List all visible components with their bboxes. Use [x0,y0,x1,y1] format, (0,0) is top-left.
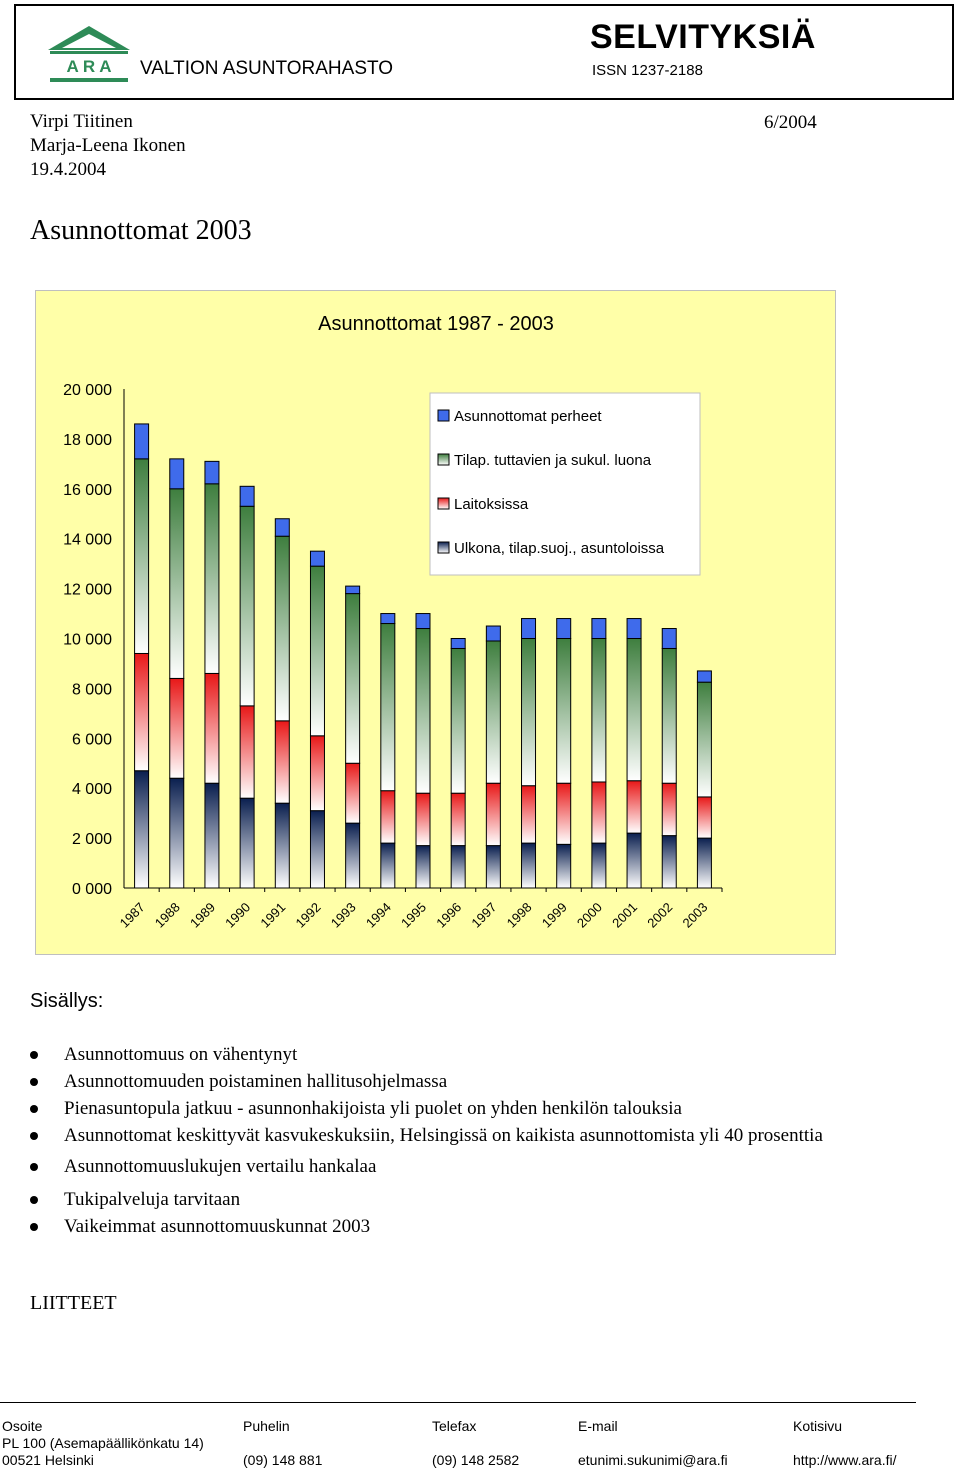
chart-title: Asunnottomat 1987 - 2003 [318,313,554,335]
list-item: Tukipalveluja tarvitaan [30,1186,950,1213]
bar-segment [592,639,606,782]
legend-swatch [438,454,449,465]
logo-text: A R A [66,57,112,76]
bar-segment [135,424,149,459]
chart-area [35,290,836,955]
report-header [14,4,954,100]
footer-address [2,1418,204,1469]
legend-label: Tilap. tuttavien ja sukul. luona [454,452,652,469]
bar-segment [486,783,500,845]
web-link[interactable]: http://www.ara.fi/ [793,1452,897,1468]
bar-segment [135,771,149,888]
bullet-icon [30,1078,38,1086]
contents-heading: Sisällys: [30,990,104,1012]
address-line-2: 00521 Helsinki [2,1452,94,1468]
bar-segment [240,706,254,798]
y-tick-label: 8 000 [71,681,112,699]
bar-segment [240,798,254,888]
bar-segment [275,519,289,536]
bar-segment [240,506,254,706]
bar-segment [662,629,676,649]
y-tick-label: 0 000 [71,881,112,898]
web-label: Kotisivu [793,1418,843,1434]
x-tick-label: 1998 [503,899,535,931]
footer-web [793,1418,896,1469]
bar-segment [381,624,395,791]
document-title: Asunnottomat 2003 [30,215,252,246]
footer-divider [0,1402,916,1403]
bar-segment [346,586,360,593]
bar-segment [451,846,465,888]
fax-number: (09) 148 2582 [432,1452,520,1468]
bar-segment [522,639,536,786]
bar-segment [522,786,536,843]
bar-segment [451,648,465,793]
bar-segment [310,566,324,736]
bar-segment [416,614,430,629]
bar-segment [592,782,606,843]
bar-segment [275,536,289,721]
email-address[interactable]: etunimi.sukunimi@ara.fi [578,1452,728,1468]
x-tick-label: 1991 [257,899,289,931]
list-item: Asunnottomuus on vähentynyt [30,1041,950,1068]
contents-list [30,1041,950,1240]
list-item: Pienasuntopula jatkuu - asunnonhakijoista yli puolet on yhden henkilön talouksia [30,1095,950,1122]
bar-segment [627,781,641,833]
bar-segment [557,619,571,639]
bar-segment [486,846,500,888]
legend-label: Asunnottomat perheet [454,408,602,425]
y-tick-label: 4 000 [71,781,112,799]
x-tick-label: 1994 [362,899,394,931]
bar-segment [697,671,711,682]
bar-segment [697,838,711,888]
x-tick-label: 2000 [573,899,606,931]
list-item: Asunnottomuuden poistaminen hallitusohjelmassa [30,1068,950,1095]
bar-segment [135,459,149,654]
bar-segment [381,843,395,888]
ara-logo [46,24,132,86]
bar-segment [205,484,219,674]
address-line-1: PL 100 (Asemapäällikönkatu 14) [2,1435,204,1451]
bar-segment [346,763,360,823]
bar-segment [486,626,500,641]
bar-segment [627,639,641,781]
bar-segment [557,844,571,888]
bar-segment [275,721,289,803]
list-item: Vaikeimmat asunnottomuuskunnat 2003 [30,1213,950,1240]
footer-fax [432,1418,519,1469]
bar-segment [522,843,536,888]
bullet-icon [30,1196,38,1204]
publication-date: 19.4.2004 [30,159,106,180]
bar-segment [592,619,606,639]
bullet-icon [30,1105,38,1113]
author-2: Marja-Leena Ikonen [30,135,186,156]
bar-segment [522,619,536,639]
phone-label: Puhelin [243,1418,290,1434]
x-tick-label: 1996 [433,899,465,931]
bullet-icon [30,1223,38,1231]
bar-segment [135,653,149,770]
agency-name: VALTION ASUNTORAHASTO [140,58,394,79]
x-tick-label: 2002 [644,899,676,931]
x-tick-label: 1999 [538,899,570,931]
bar-segment [381,791,395,843]
fax-label: Telefax [432,1418,477,1434]
bar-segment [170,489,184,679]
bar-segment [170,459,184,489]
x-tick-label: 1987 [116,899,148,931]
bar-segment [451,793,465,845]
bar-segment [240,486,254,506]
bar-segment [557,783,571,844]
bullet-icon [30,1051,38,1059]
footer-email [578,1418,728,1469]
stacked-bar-chart [36,291,837,956]
appendices-heading: LIITTEET [30,1292,117,1314]
bar-segment [697,797,711,838]
x-tick-label: 1993 [327,899,359,931]
y-tick-label: 16 000 [63,481,112,499]
legend-label: Laitoksissa [454,496,529,513]
phone-number: (09) 148 881 [243,1452,323,1468]
series-title: SELVITYKSIÄ [590,18,816,56]
bar-segment [662,648,676,783]
email-label: E-mail [578,1418,618,1434]
address-label: Osoite [2,1418,43,1434]
bar-segment [416,793,430,845]
bar-segment [170,678,184,778]
footer-phone [243,1418,322,1469]
bar-segment [662,783,676,835]
legend-swatch [438,542,449,553]
x-tick-label: 1995 [398,899,430,931]
x-tick-label: 1992 [292,899,324,931]
y-tick-label: 10 000 [63,631,112,649]
x-tick-label: 2003 [679,899,711,931]
bar-segment [627,619,641,639]
y-tick-label: 18 000 [63,431,112,449]
legend-swatch [438,410,449,421]
y-tick-label: 12 000 [63,581,112,599]
issn: ISSN 1237-2188 [592,62,703,79]
y-tick-label: 6 000 [71,731,112,749]
author-1: Virpi Tiitinen [30,111,133,132]
bar-segment [381,614,395,624]
list-item: Asunnottomat keskittyvät kasvukeskuksiin, Helsingissä on kaikista asunnottomista yli 40 prosenttia [30,1122,950,1149]
y-tick-label: 20 000 [63,382,112,399]
bar-segment [310,551,324,566]
bar-segment [416,629,430,794]
x-tick-label: 1989 [187,899,219,931]
x-tick-label: 1990 [222,899,254,931]
chart-legend [430,393,700,575]
bar-segment [275,803,289,888]
bar-segment [170,778,184,888]
bar-segment [557,639,571,784]
bar-segment [592,843,606,888]
bar-segment [662,836,676,888]
bar-segment [310,736,324,811]
y-tick-label: 2 000 [71,831,112,849]
bar-segment [697,682,711,797]
legend-label: Ulkona, tilap.suoj., asuntoloissa [454,540,665,557]
bar-segment [627,833,641,888]
x-tick-label: 2001 [609,899,641,931]
bar-segment [205,673,219,783]
bar-segment [205,783,219,888]
bar-segment [486,641,500,783]
list-item: Asunnottomuuslukujen vertailu hankalaa [30,1153,950,1180]
bar-segment [451,639,465,649]
legend-swatch [438,498,449,509]
x-tick-label: 1997 [468,899,500,931]
bar-segment [346,823,360,888]
issue-number: 6/2004 [764,112,817,133]
bar-segment [416,846,430,888]
bar-segment [346,594,360,764]
x-tick-label: 1988 [151,899,183,931]
bullet-icon [30,1132,38,1140]
y-tick-label: 14 000 [63,531,112,549]
bar-segment [310,811,324,888]
bullet-icon [30,1163,38,1171]
bar-segment [205,461,219,483]
